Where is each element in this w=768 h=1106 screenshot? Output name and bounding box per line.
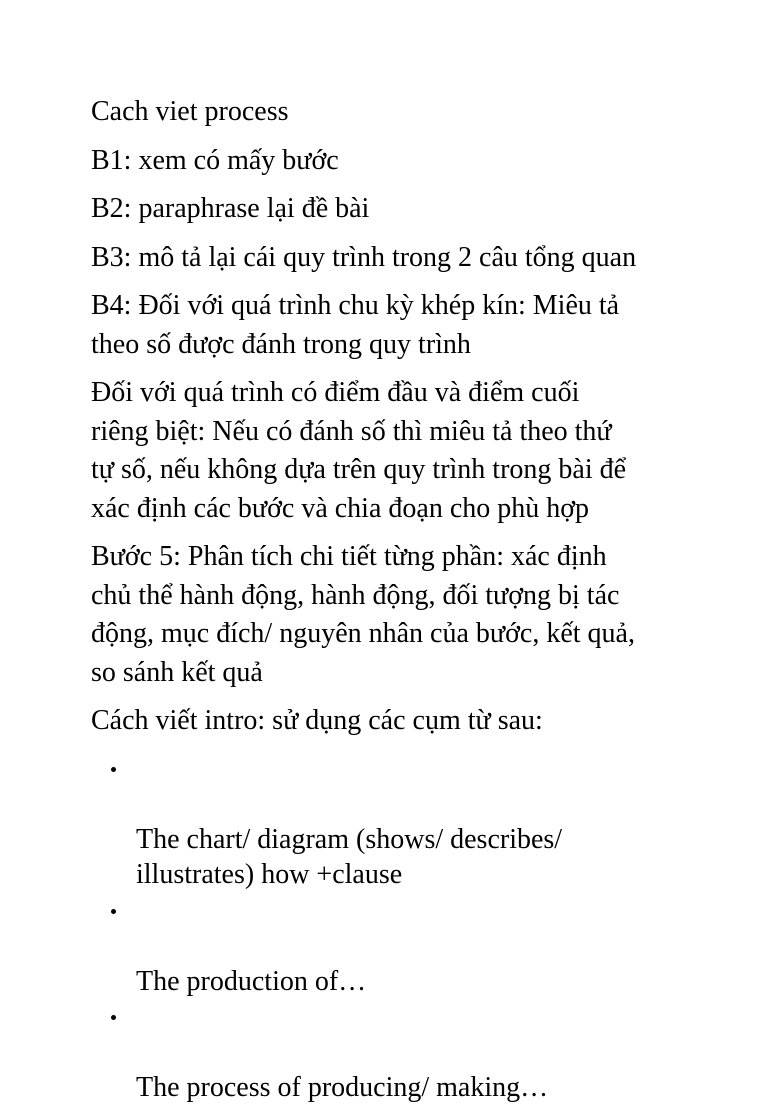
step-4-paragraph: B4: Đối với quá trình chu kỳ khép kín: Miêu tả theo số được đánh trong quy trình (91, 290, 620, 360)
step-2-paragraph: B2: paraphrase lại đề bài (91, 193, 370, 224)
bullet-dot-icon (111, 1015, 116, 1020)
bullet-dot-icon (111, 909, 116, 914)
step-5-paragraph: Bước 5: Phân tích chi tiết từng phần: xác định chủ thể hành động, hành động, đối tượng bị tác động, mục đích/ nguyên nhân của bước, kết quả, so sánh kết quả (91, 541, 635, 688)
list-item (91, 751, 691, 893)
document-title: Cach viet process (91, 96, 289, 127)
list-item-text: The chart/ diagram (shows/ describes/ illustrates) how +clause (136, 823, 563, 890)
step-1-paragraph: B1: xem có mấy bước (91, 144, 339, 176)
step-3-paragraph: B3: mô tả lại cái quy trình trong 2 câu tổng quan (91, 241, 637, 273)
list-item (91, 999, 691, 1106)
step-4-detail-paragraph: Đối với quá trình có điểm đầu và điểm cuối riêng biệt: Nếu có đánh số thì miêu tả theo thứ tự số, nếu không dựa trên quy trình trong bài để xác định các bước và chia đoạn cho phù hợp (91, 377, 627, 524)
document-body (91, 93, 691, 1106)
intro-heading-paragraph: Cách viết intro: sử dụng các cụm từ sau: (91, 705, 543, 736)
bullet-dot-icon (111, 767, 116, 772)
list-item-text: The production of… (136, 965, 367, 997)
intro-phrases-list (91, 751, 691, 1106)
list-item (91, 893, 691, 1000)
list-item-text: The process of producing/ making… (136, 1072, 549, 1103)
